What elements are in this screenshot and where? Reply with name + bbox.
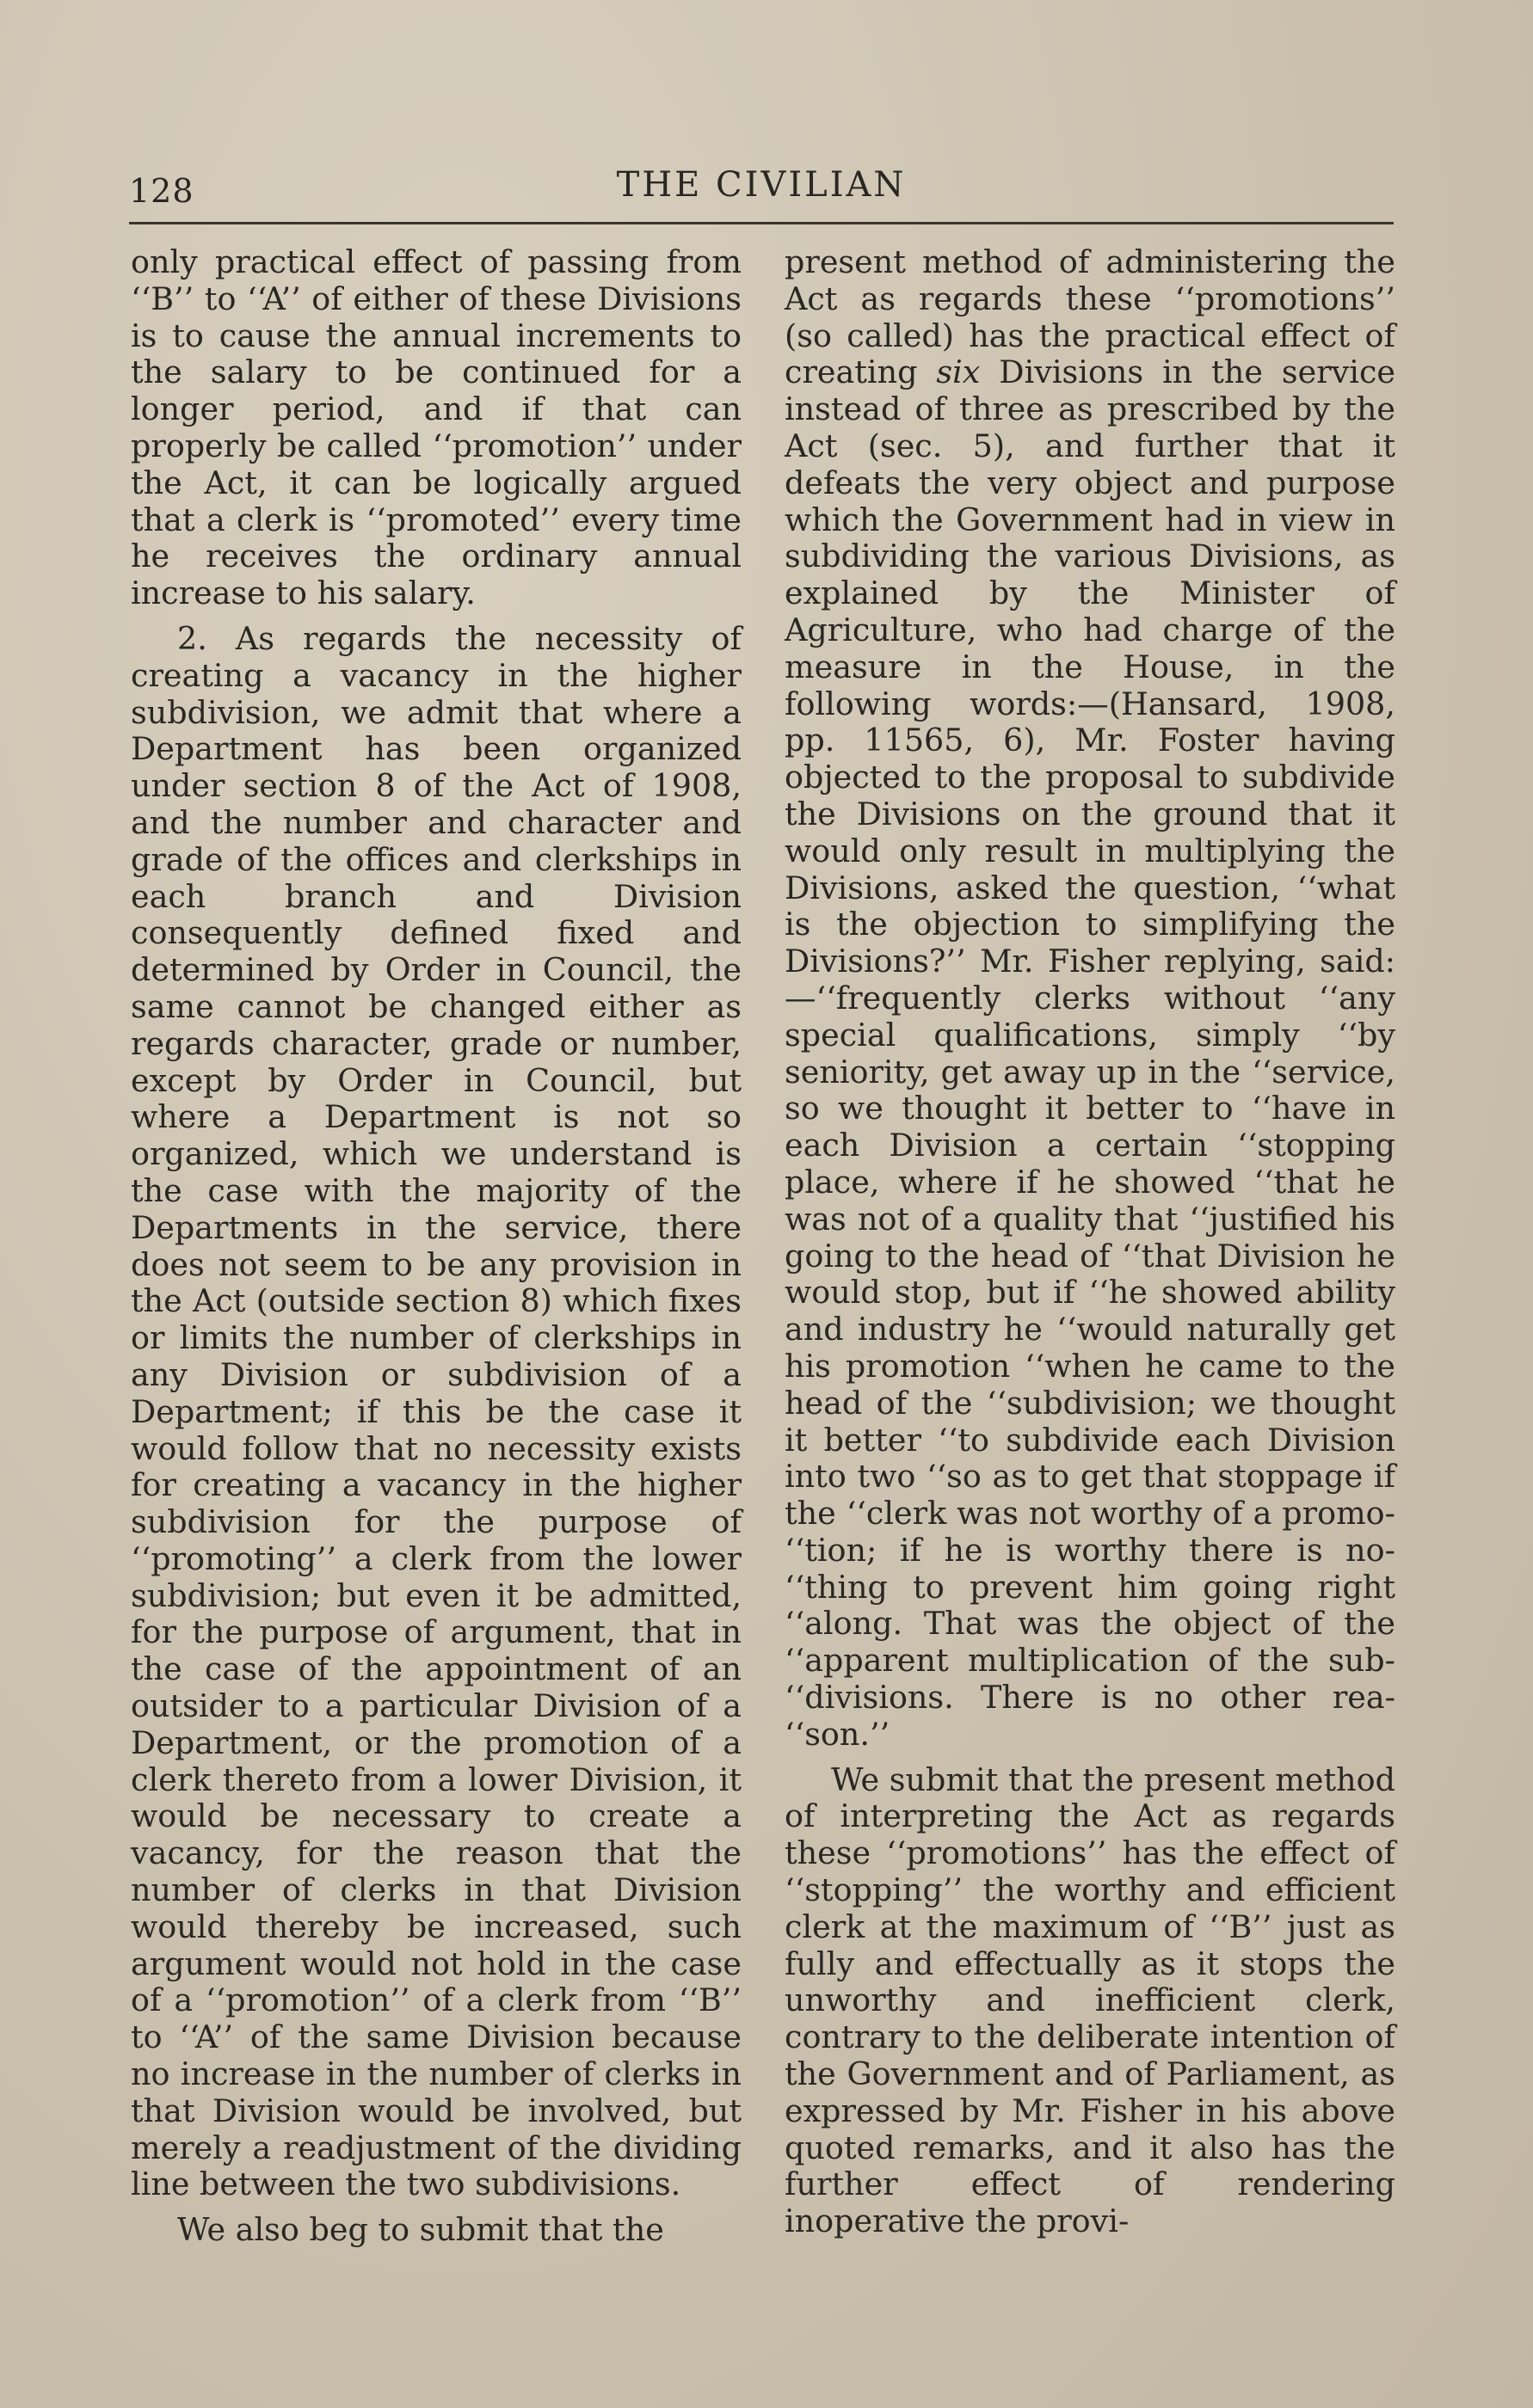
left-column	[131, 244, 742, 2249]
page-header	[129, 162, 1394, 213]
paragraph-submission-start: We also beg to submit that the	[177, 2211, 664, 2249]
paragraph-continued: only practical effect of passing from ‘‘B’’ to ‘‘A’’ of either of these Divisions is to cause the annual increments to the salary to be continued for a longer period, and if that can properly be called ‘‘promotion’’ under the Act, it can be logically argued that a clerk is ‘‘promoted’’ every time he receives the ordinary annual increase to his salary.	[131, 243, 742, 612]
header-rule	[129, 222, 1394, 224]
italic-word: six	[936, 353, 981, 391]
running-title: THE CIVILIAN	[616, 165, 907, 205]
page-number: 128	[129, 172, 194, 210]
text-segment: present method of administering the Act as regards these ‘‘promotions’’ (so called) has the practical effect of creating	[785, 243, 1395, 391]
paragraph-present-method	[785, 244, 1395, 1754]
right-column	[785, 244, 1395, 2240]
paragraph-point-2: 2. As regards the necessity of creating a vacancy in the higher subdivision, we admit that where a Department has been organized under section 8 of the Act of 1908, and the number and character and grade of the offices and clerkships in each branch and Division consequently defined fixed and determined by Order in Council, the same cannot be changed either as regards character, grade or number, except by Order in Council, but where a Department is not so organized, which we understand is the case with the majority of the Departments in the service, there does not seem to be any provision in the Act (outside section 8) which fixes or limits the number of clerkships in any Division or subdivision of a Department; if this be the case it would follow that no necessity exists for creating a vacancy in the higher subdivision for the purpose of ‘‘promoting’’ a clerk from the lower subdivision; but even it be admitted, for the purpose of argument, that in the case of the appointment of an outsider to a particular Division of a Department, or the promotion of a clerk thereto from a lower Division, it would be necessary to create a vacancy, for the reason that the number of clerks in that Division would thereby be increased, such argument would not hold in the case of a ‘‘promotion’’ of a clerk from ‘‘B’’ to ‘‘A’’ of the same Division because no increase in the number of clerks in that Division would be involved, but merely a readjustment of the dividing line between the two subdivisions.	[131, 619, 742, 2203]
text-segment: Divisions in the service instead of three as prescribed by the Act (sec. 5), and further that it defeats the very object and purpose which the Government had in view in subdividing the various Divisions, as explained by the Minister of Agriculture, who had charge of the measure in the House, in the following words:—(Hansard, 1908, pp. 11565, 6), Mr. Foster having objected to the proposal to subdivide the Divisions on the ground that it would only result in multiplying the Divisions, asked the question, ‘‘what is the objection to simplifying the Divisions?’’ Mr. Fisher replying, said:—‘‘frequently clerks without ‘‘any special qualifications, simply ‘‘by seniority, get away up in the ‘‘service, so we thought it better to ‘‘have in each Division a certain ‘‘stopping place, where if he showed ‘‘that he was not of a quality that ‘‘justified his going to the head of ‘‘that Division he would stop, but if ‘‘he showed ability and industry he ‘‘would naturally get his promotion ‘‘when he came to the head of the ‘‘subdivision; we thought it better ‘‘to subdivide each Division into two ‘‘so as to get that stoppage if the ‘‘clerk was not worthy of a promo- ‘‘tion; if he is worthy there is no- ‘‘thing to prevent him going right ‘‘along. That was the object of the ‘‘apparent multiplication of the sub- ‘‘divisions. There is no other rea- ‘‘son.’’	[785, 353, 1395, 1753]
paragraph-we-submit: We submit that the present method of interpreting the Act as regards these ‘‘promotions’’ has the effect of ‘‘stopping’’ the worthy and efficient clerk at the maximum of ‘‘B’’ just as fully and effectually as it stops the unworthy and inefficient clerk, contrary to the deliberate intention of the Government and of Parliament, as expressed by Mr. Fisher in his above quoted remarks, and it also has the further effect of rendering inoperative the provi-	[785, 1760, 1395, 2240]
